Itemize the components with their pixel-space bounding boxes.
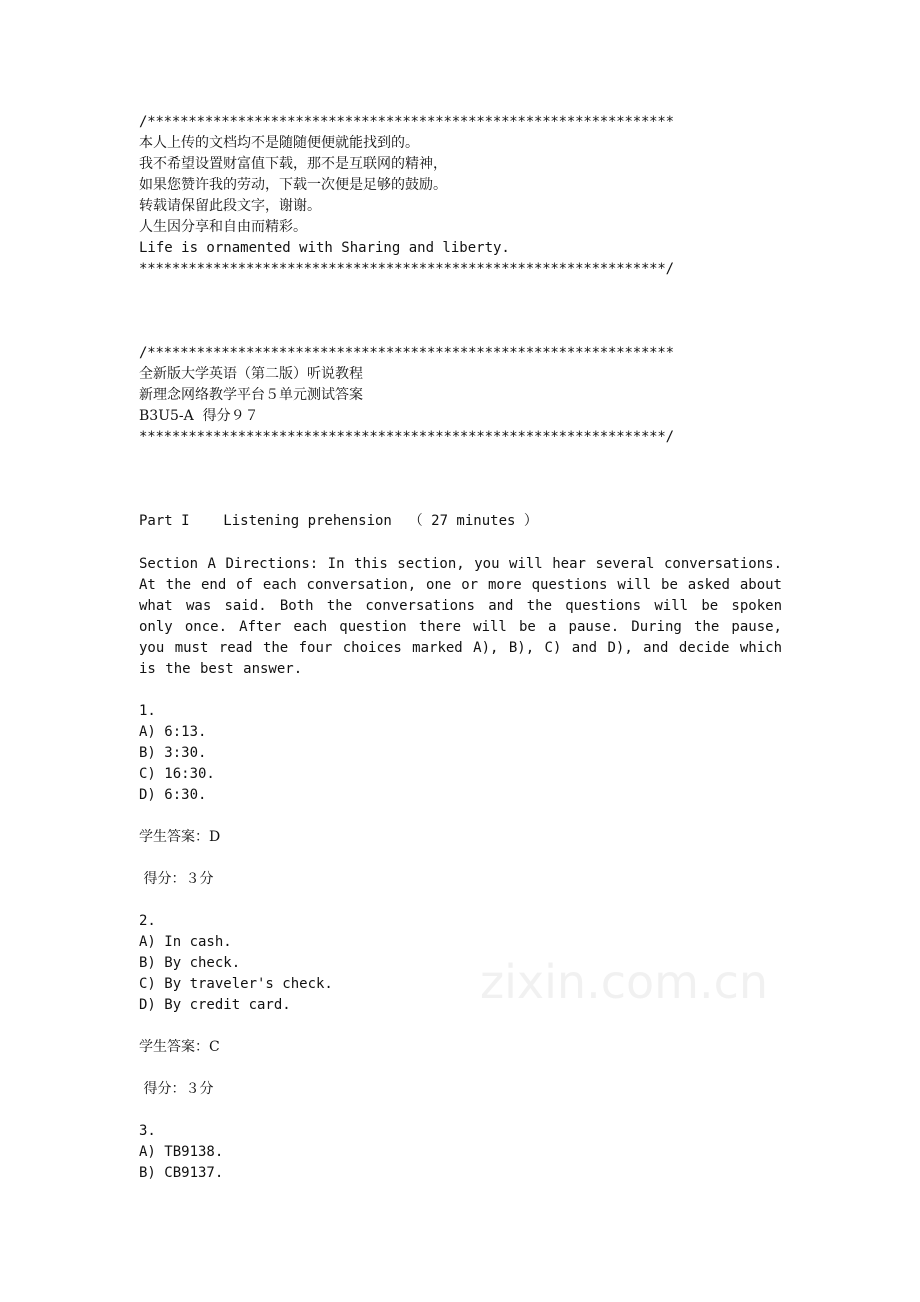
course-subtitle: 新理念网络教学平台５单元测试答案 xyxy=(139,387,363,403)
part-heading xyxy=(139,511,784,532)
notice-line-english: Life is ornamented with Sharing and liberty. xyxy=(139,240,510,256)
question-number: 1. xyxy=(139,703,156,719)
option: C) By traveler's check. xyxy=(139,976,333,992)
option: A) In cash. xyxy=(139,934,232,950)
part-title: Part I Listening prehension （ 27 minutes ） xyxy=(139,513,538,529)
notice-line: 本人上传的文档均不是随随便便就能找到的。 xyxy=(139,135,419,151)
notice-line: 我不希望设置财富值下载，那不是互联网的精神， xyxy=(139,156,447,172)
option: B) By check. xyxy=(139,955,241,971)
question-3 xyxy=(139,1121,784,1184)
question-number: 3. xyxy=(139,1123,156,1139)
question-1-answer xyxy=(139,827,784,848)
uploader-notice-block xyxy=(139,112,784,280)
option: A) 6:13. xyxy=(139,724,207,740)
option: C) 16:30. xyxy=(139,766,215,782)
question-1 xyxy=(139,701,784,806)
question-number: 2. xyxy=(139,913,156,929)
notice-line: 转载请保留此段文字，谢谢。 xyxy=(139,198,321,214)
stars-open-line: /**************************************************************** xyxy=(139,345,674,361)
stars-open-line: /**************************************************************** xyxy=(139,114,674,130)
notice-line: 人生因分享和自由而精彩。 xyxy=(139,219,307,235)
stars-close-line: ****************************************************************/ xyxy=(139,429,674,445)
option: B) CB9137. xyxy=(139,1165,224,1181)
question-2-score xyxy=(139,1079,784,1100)
question-2-answer xyxy=(139,1037,784,1058)
option: D) By credit card. xyxy=(139,997,291,1013)
score: 得分：３分 xyxy=(139,1081,214,1097)
stars-close-line: ****************************************************************/ xyxy=(139,261,674,277)
section-directions: Section A Directions: In this section, you will hear several conversations. At the end of each conversation, one or more questions will be asked about what was said. Both the conversations and the questions will be spoken only once. After each question there will be a pause. During the pause, you must read the four choices marked A), B), C) and D), and decide which is the best answer. xyxy=(139,556,782,677)
notice-line: 如果您赞许我的劳动，下载一次便是足够的鼓励。 xyxy=(139,177,447,193)
score: 得分：３分 xyxy=(139,871,214,887)
course-info-block xyxy=(139,343,784,448)
watermark: zixin.com.cn xyxy=(480,955,769,1009)
question-2 xyxy=(139,911,784,1016)
option: B) 3:30. xyxy=(139,745,207,761)
option: D) 6:30. xyxy=(139,787,207,803)
student-answer: 学生答案：D xyxy=(139,829,221,845)
course-score: B3U5-A 得分９７ xyxy=(139,408,259,424)
question-1-score xyxy=(139,869,784,890)
student-answer: 学生答案：C xyxy=(139,1039,220,1055)
option: A) TB9138. xyxy=(139,1144,224,1160)
course-title: 全新版大学英语（第二版）听说教程 xyxy=(139,366,363,382)
